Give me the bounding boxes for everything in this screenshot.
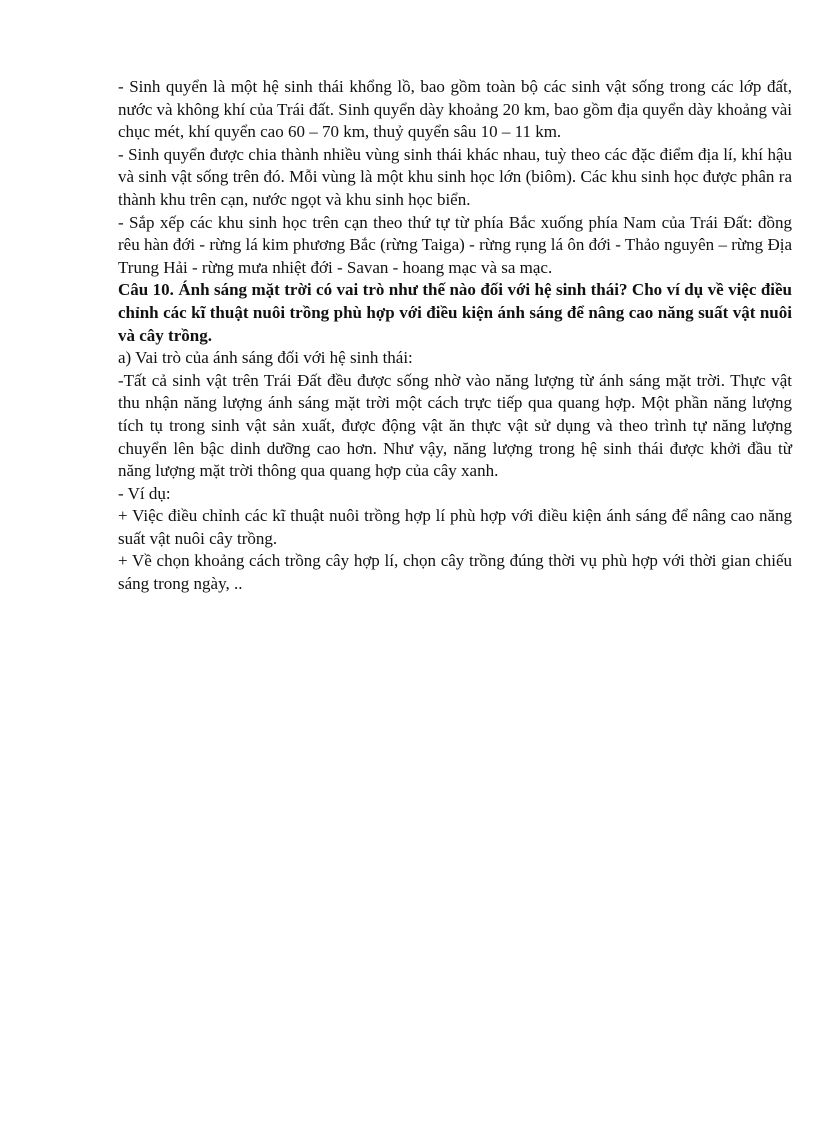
answer-a-body: -Tất cả sinh vật trên Trái Đất đều được sống nhờ vào năng lượng từ ánh sáng mặt trời. Thực vật thu nhận năng lượng ánh sáng mặt trời một cách trực tiếp qua quang hợp. Một phần năng lượng tích tụ trong sinh vật sản xuất, được động vật ăn thực vật sử dụng và theo trình tự năng lượng chuyển lên bậc dinh dưỡng cao hơn. Như vậy, năng lượng trong hệ sinh thái được khởi đầu từ năng lượng mặt trời thông qua quang hợp của cây xanh. — [118, 370, 792, 481]
document-page — [118, 76, 792, 596]
example-label: - Ví dụ: — [118, 483, 171, 503]
paragraph-biome-order: - Sắp xếp các khu sinh học trên cạn theo thứ tự từ phía Bắc xuống phía Nam của Trái Đất: đồng rêu hàn đới - rừng lá kim phương Bắc (rừng Taiga) - rừng rụng lá ôn đới - Thảo nguyên – rừng Địa Trung Hải - rừng mưa nhiệt đới - Savan - hoang mạc và sa mạc. — [118, 212, 792, 277]
example-item-1: + Việc điều chỉnh các kĩ thuật nuôi trồng hợp lí phù hợp với điều kiện ánh sáng để nâng cao năng suất vật nuôi cây trồng. — [118, 506, 792, 548]
question-10-heading: Câu 10. Ánh sáng mặt trời có vai trò như thế nào đối với hệ sinh thái? Cho ví dụ về việc điều chỉnh các kĩ thuật nuôi trồng phù hợp với điều kiện ánh sáng để nâng cao năng suất vật nuôi và cây trồng. — [118, 280, 792, 345]
answer-a-title: a) Vai trò của ánh sáng đối với hệ sinh thái: — [118, 348, 413, 368]
paragraph-biosphere-zones: - Sinh quyển được chia thành nhiều vùng sinh thái khác nhau, tuỳ theo các đặc điểm địa lí, khí hậu và sinh vật sống trên đó. Mỗi vùng là một khu sinh học lớn (biôm). Các khu sinh học được phân ra thành khu trên cạn, nước ngọt và khu sinh học biển. — [118, 144, 792, 209]
paragraph-biosphere-definition: - Sinh quyển là một hệ sinh thái khổng lồ, bao gồm toàn bộ các sinh vật sống trong các lớp đất, nước và không khí của Trái đất. Sinh quyển dày khoảng 20 km, bao gồm địa quyển dày khoảng vài chục mét, khí quyển cao 60 – 70 km, thuỷ quyển sâu 10 – 11 km. — [118, 77, 793, 142]
example-item-2: + Về chọn khoảng cách trồng cây hợp lí, chọn cây trồng đúng thời vụ phù hợp với thời gian chiếu sáng trong ngày, .. — [118, 551, 792, 594]
